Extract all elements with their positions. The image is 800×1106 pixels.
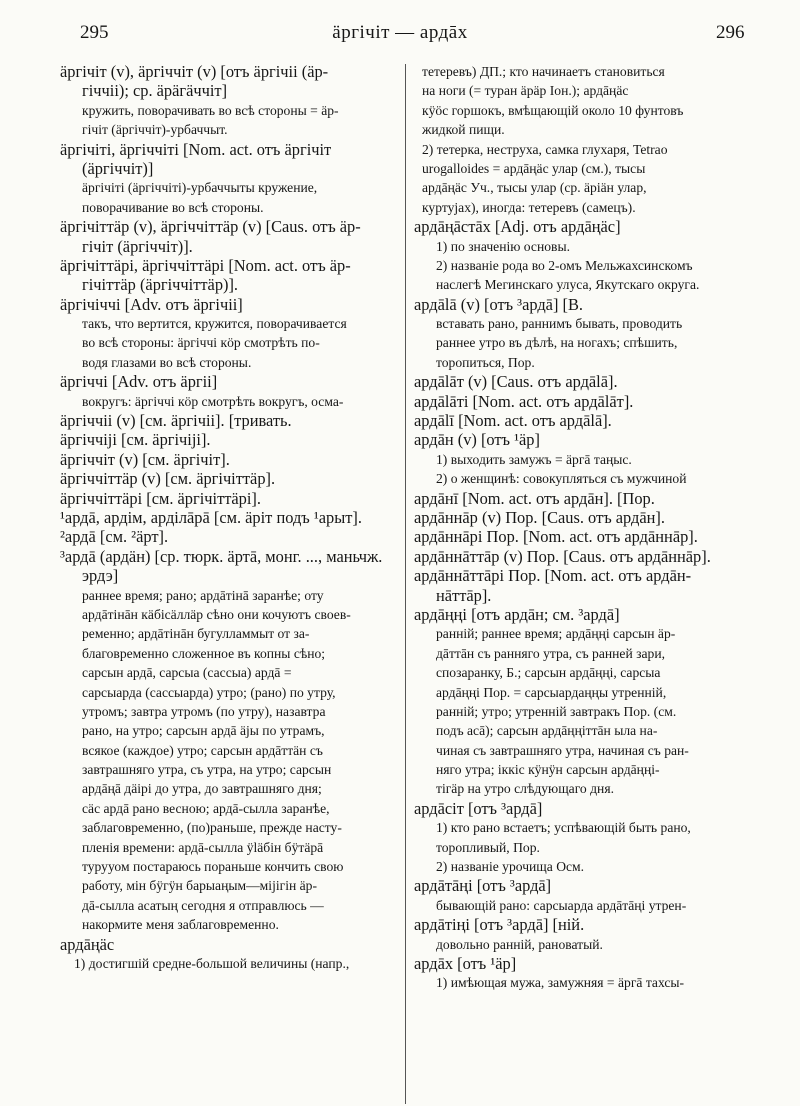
entry-headword-line: äpгiччiт (v) [см. äpгiчiт].: [60, 449, 230, 469]
entry-gloss-line: жидкой пищи.: [422, 122, 505, 138]
entry-gloss-line: дā-сылла асатың сегодня я отправлюсь —: [82, 897, 324, 913]
entry-headword-line: äpгiччii (v) [см. äpгiчii]. [тривать.: [60, 411, 292, 431]
entry-headword-line: ардāнī [Nom. act. отъ ардāн]. [Пор.: [414, 488, 655, 508]
entry-gloss-line: поворачивание во всѣ стороны.: [82, 199, 264, 215]
entry-gloss-line: рано, на утро; сарсын ардā äjы по утрамъ,: [82, 723, 325, 739]
column-divider: [405, 64, 406, 1104]
left-column: [60, 62, 402, 1102]
entry-gloss-line: куртуjах), иногда: тетеревъ (самецъ).: [422, 199, 636, 215]
entry-gloss-line: работу, мiн бÿгÿн барыаңым—мijiгiн äр-: [82, 878, 318, 894]
entry-gloss-line: тетеревъ) ДП.; кто начинаетъ становиться: [422, 64, 665, 79]
entry-gloss-line: 2) названiе урочища Осм.: [436, 859, 585, 875]
entry-gloss-line: ардāтiнāн кäбiсäллäр сѣно они кочуютъ своев-: [82, 606, 351, 622]
entry-gloss-line: вставать рано, раннимъ бывать, проводить: [436, 316, 683, 332]
entry-gloss-line: 2) названiе рода во 2-омъ Мельжахсинскомъ: [436, 257, 693, 273]
entry-gloss-line: пленiя времени: ардā-сылла ÿläбiн бÿтäрā: [82, 839, 324, 855]
entry-gloss-line: раннее утро въ дѣлѣ, на ногахъ; спѣшить,: [436, 335, 678, 351]
page-number-right: 296: [716, 22, 745, 43]
entry-gloss-line: вокругъ: äpгiччi кöр смотрѣть вокругъ, осма-: [82, 393, 344, 409]
entry-headword-line: ардālī [Nom. act. отъ ардālā].: [414, 411, 612, 431]
entry-gloss-line: кÿöс горшокъ, вмѣщающiй около 10 фунтовъ: [422, 102, 684, 118]
entry-gloss-line: подъ асā); сарсын ардāңңiттāн ыла на-: [436, 723, 658, 739]
entry-gloss-line: кружить, поворачивать во всѣ стороны = äp-: [82, 102, 339, 118]
entry-gloss-line: накормите меня заблаговременно.: [82, 917, 279, 933]
entry-gloss-line: 2) тетерка, неструха, самка глухаря, Tetrao: [422, 141, 668, 157]
entry-headword-line: ардālā (v) [отъ ³ардā] [B.: [414, 294, 584, 314]
entry-headword-line: ардāңäс: [60, 934, 115, 954]
entry-headword-line: ардāх [отъ ¹äр]: [414, 953, 517, 973]
entry-gloss-line: дāттāн съ ранняго утра, съ ранней зари,: [436, 645, 666, 661]
entry-headword-line: ардāңāстāх [Adj. отъ ардāңäс]: [414, 217, 621, 237]
entry-headword-line: äpгiччiji [см. äpгiчiji].: [60, 430, 211, 450]
entry-headword-line: ²ардā [см. ²äрт].: [60, 527, 169, 547]
entry-headword-line: äpгiччiттäрi [см. äpгiчiттäрi].: [60, 488, 261, 508]
entry-headword-line: ардāннāттāр (v) Пор. [Caus. отъ ардāннāр].: [414, 546, 711, 566]
entry-headword-line: äpгiчiт (v), äpгiччiт (v) [отъ äpгiчii (äp-: [60, 62, 329, 81]
entry-headword-line: ардāннāттāрi Пор. [Nom. act. отъ ардāн-: [414, 566, 692, 586]
entry-headword-line: äpгiччi [Adv. отъ äpгii]: [60, 372, 218, 392]
running-head: äpгiчiт — ардāх: [332, 22, 468, 43]
entry-gloss-line: ардāңäс Уч., тысы улар (ср. äрiäн улар,: [422, 180, 647, 196]
entry-gloss-line: благовременно сложенное въ копны сѣно;: [82, 645, 326, 661]
entry-headword-line: ардāтiңi [отъ ³ардā] [нiй.: [414, 915, 585, 935]
entry-headword-line: ардāннāрi Пор. [Nom. act. отъ ардāннāр].: [414, 527, 698, 547]
entry-headword-line: ардālāт (v) [Caus. отъ ардālā].: [414, 372, 618, 392]
entry-headword-line: äpгiчiччi [Adv. отъ äpгiчii]: [60, 294, 243, 314]
entry-headword-line: нāттāр].: [436, 585, 492, 605]
entry-gloss-line: довольно раннiй, рановатый.: [436, 936, 603, 952]
entry-headword-line: ³ардā (ардäн) [ср. тюрк. äртā, монг. ..., маньчж.: [60, 546, 383, 566]
entry-gloss-line: ардāңңi Пор. = сарсыардаңңы утреннiй,: [436, 684, 667, 700]
entry-gloss-line: 2) о женщинѣ: совокупляться съ мужчиной: [436, 471, 687, 487]
entry-gloss-line: ардāңā дäiрi до утра, до завтрашняго дня;: [82, 781, 322, 797]
entry-gloss-line: водя глазами во всѣ стороны.: [82, 354, 252, 370]
right-column: [414, 62, 744, 1102]
entry-gloss-line: на ноги (= туран äрäр Іон.); ардāңäс: [422, 83, 629, 99]
entry-gloss-line: сäс ардā рано весною; ардā-сылла заранѣе,: [82, 800, 330, 816]
entry-gloss-line: раннiй; утро; утреннiй завтракъ Пор. (см.: [436, 703, 677, 719]
entry-gloss-line: утромъ; завтра утромъ (по утру), назавтра: [82, 703, 326, 719]
entry-gloss-line: 1) кто рано встаетъ; успѣвающiй быть рано,: [436, 820, 691, 836]
entry-headword-line: äpгiчiттäрi, äpгiччiттäрi [Nom. act. отъ äp-: [60, 255, 351, 275]
entry-headword-line: äpгiчiттäр (v), äpгiччiттäр (v) [Caus. отъ äp-: [60, 217, 361, 237]
entry-headword-line: ардāңңi [отъ ардāн; см. ³ардā]: [414, 604, 620, 624]
entry-gloss-line: раннее время; рано; ардāтiнā заранѣе; оту: [82, 587, 324, 603]
entry-headword-line: äpгiчiтi, äpгiччiтi [Nom. act. отъ äpгiчiт: [60, 139, 332, 159]
entry-gloss-line: тiгäр на утро слѣдующаго дня.: [436, 781, 614, 797]
entry-gloss-line: 1) достигшiй средне-большой величины (напр.,: [74, 955, 350, 971]
entry-gloss-line: наслегѣ Мегинскаго улуса, Якутскаго округа.: [436, 277, 700, 293]
entry-gloss-line: 1) по значенiю основы.: [436, 238, 570, 254]
entry-gloss-line: 1) выходить замужъ = äргā таңыс.: [436, 451, 632, 467]
entry-gloss-line: такъ, что вертится, кружится, поворачивается: [82, 316, 347, 332]
entry-headword-line: гiччii); ср. äрäгäччiт]: [82, 81, 228, 101]
entry-headword-line: ардāн (v) [отъ ¹äр]: [414, 430, 540, 450]
entry-gloss-line: во всѣ стороны: äpгiччi кöр смотрѣть по-: [82, 335, 320, 351]
entry-gloss-line: 1) имѣющая мужа, замужняя = äргā тахсы-: [436, 975, 685, 991]
entry-gloss-line: спозаранку, Б.; сарсын ардāңңi, сарсыа: [436, 665, 661, 681]
entry-gloss-line: заблаговременно, (по)раньше, прежде насту-: [82, 820, 342, 836]
entry-gloss-line: торопиться, Пор.: [436, 354, 535, 370]
entry-headword-line: ардāсiт [отъ ³ардā]: [414, 798, 543, 818]
entry-gloss-line: турууом постараюсь пораньше кончить свою: [82, 859, 344, 875]
entry-headword-line: ардāннāр (v) Пор. [Caus. отъ ардāн].: [414, 507, 665, 527]
entry-headword-line: ардāтāңi [отъ ³ардā]: [414, 876, 552, 896]
page-number-left: 295: [80, 22, 109, 43]
entry-gloss-line: гiчiт (äpгiччiт)-урбаччыт.: [82, 122, 228, 138]
entry-headword-line: äpгiччiттäр (v) [см. äpгiчiттäр].: [60, 469, 276, 489]
entry-gloss-line: ременно; ардāтiнāн бугулламмыт от за-: [82, 626, 310, 642]
entry-gloss-line: сарсын ардā, сарсыа (сассыа) ардā =: [82, 665, 292, 681]
entry-gloss-line: äpгiчiтi (äpгiччiтi)-урбаччыты кружение,: [82, 180, 318, 196]
entry-gloss-line: сарсыарда (сассыарда) утро; (рано) по утру,: [82, 684, 336, 700]
entry-gloss-line: завтрашняго утра, съ утра, на утро; сарсын: [82, 762, 332, 778]
entry-gloss-line: бывающiй рано: сарсыарда ардāтāңi утрен-: [436, 897, 687, 913]
entry-gloss-line: всякое (каждое) утро; сарсын ардāттäн съ: [82, 742, 323, 758]
entry-gloss-line: urogalloides = ардāңäс улар (см.), тысы: [422, 160, 646, 176]
entry-headword-line: эрдэ]: [82, 566, 119, 586]
entry-headword-line: (äpгiччiт)]: [82, 158, 154, 178]
entry-headword-line: гiчiттäр (äpгiччiттäр)].: [82, 275, 239, 295]
entry-gloss-line: няго утра; iккiс кÿнÿн сарсын ардāңңi-: [436, 762, 660, 778]
entry-gloss-line: торопливый, Пор.: [436, 839, 540, 855]
entry-headword-line: ¹ардā, ардiм, ардiлāрā [см. äрiт подъ ¹арыт].: [60, 507, 362, 527]
page-header: [0, 0, 800, 50]
entry-headword-line: гiчiт (äpгiччiт)].: [82, 236, 193, 256]
entry-headword-line: ардālāтi [Nom. act. отъ ардālāт].: [414, 391, 634, 411]
entry-gloss-line: чиная съ завтрашняго утра, начиная съ ран-: [436, 742, 689, 758]
entry-gloss-line: раннiй; раннее время; ардāңңi сарсын äр-: [436, 626, 676, 642]
